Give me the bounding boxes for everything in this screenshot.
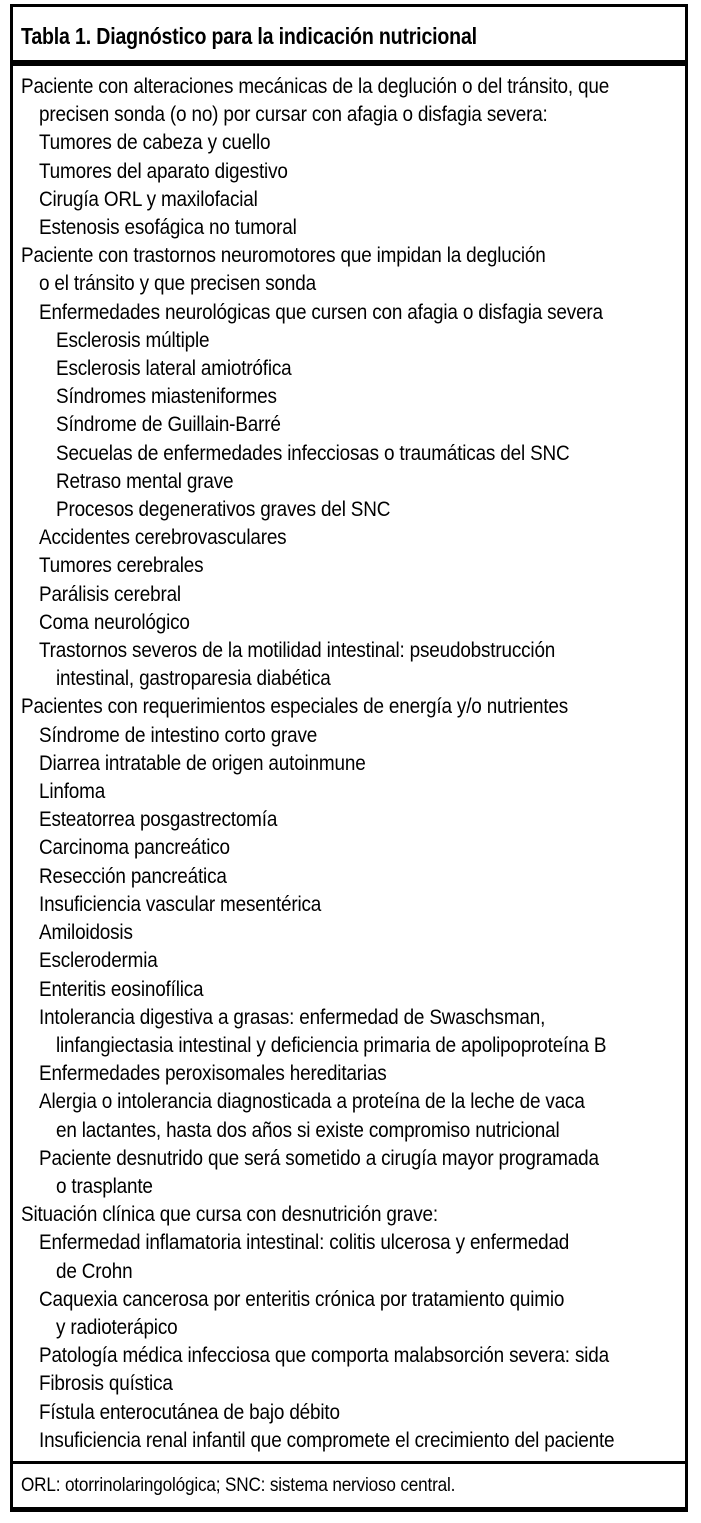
table-row: [21, 1398, 677, 1426]
table-row-text: Carcinoma pancreático: [39, 835, 230, 860]
table-row-text: Fístula enterocutánea de bajo débito: [39, 1399, 340, 1424]
table-row-text: Retraso mental grave: [56, 468, 234, 493]
table-row-text: de Crohn: [56, 1258, 133, 1283]
table-row: [21, 1116, 677, 1144]
table-row-text: Diarrea intratable de origen autoinmune: [39, 750, 366, 775]
table-row-text: Coma neurológico: [39, 609, 190, 634]
table-row: [21, 1003, 677, 1031]
table-body: [13, 66, 685, 1461]
table-row-text: en lactantes, hasta dos años si existe compromiso nutricional: [56, 1117, 560, 1142]
table-row: [21, 551, 677, 579]
table-row-text: o trasplante: [56, 1173, 153, 1198]
table-row-text: Insuficiencia renal infantil que compromete el crecimiento del paciente: [39, 1427, 615, 1452]
table-row: [21, 523, 677, 551]
table-row-text: Tumores de cabeza y cuello: [39, 130, 271, 155]
table-row: [21, 128, 677, 156]
table-row: [21, 100, 677, 128]
table-row-text: Procesos degenerativos graves del SNC: [56, 497, 391, 522]
table-row: [21, 777, 677, 805]
table-row-text: Esclerosis múltiple: [56, 327, 210, 352]
table-title-row: [13, 7, 685, 60]
table-row-text: Paciente con alteraciones mecánicas de la deglución o del tránsito, que: [21, 74, 610, 98]
table-footnote-row: [13, 1464, 685, 1507]
table-row-text: Parálisis cerebral: [39, 581, 181, 606]
table-row-text: Esclerodermia: [39, 948, 158, 973]
table-row-text: Situación clínica que cursa con desnutrición grave:: [21, 1202, 438, 1227]
table-row: [21, 692, 677, 720]
table-row-text: Fibrosis quística: [39, 1371, 173, 1396]
table-row-text: Enfermedad inflamatoria intestinal: colitis ulcerosa y enfermedad: [39, 1230, 570, 1255]
table-row: [21, 1341, 677, 1369]
table-row-text: Estenosis esofágica no tumoral: [39, 215, 297, 240]
table-row: [21, 833, 677, 861]
table-row: [21, 1087, 677, 1115]
table-row: [21, 1426, 677, 1454]
table-row-text: Alergia o intolerancia diagnosticada a proteína de la leche de vaca: [39, 1089, 585, 1114]
table-row: [21, 1031, 677, 1059]
table-row-text: Enteritis eosinofílica: [39, 976, 204, 1001]
table-row: [21, 1172, 677, 1200]
table-row: [21, 721, 677, 749]
table-row-text: Trastornos severos de la motilidad intestinal: pseudobstrucción: [39, 638, 556, 663]
table-row: [21, 918, 677, 946]
table-row-text: Tumores del aparato digestivo: [39, 158, 288, 183]
table-row-text: Tumores cerebrales: [39, 553, 204, 578]
table-footnote: ORL: otorrinolaringológica; SNC: sistema nervioso central.: [21, 1474, 456, 1496]
table-row: [21, 1257, 677, 1285]
table-row-text: Amiloidosis: [39, 920, 133, 945]
table-row: [21, 890, 677, 918]
table-row: [21, 157, 677, 185]
table-row: [21, 241, 677, 269]
table-row: [21, 439, 677, 467]
table-row: [21, 1285, 677, 1313]
table-row-text: Pacientes con requerimientos especiales de energía y/o nutrientes: [21, 694, 569, 719]
table-row: [21, 72, 677, 100]
table-row-text: Enfermedades peroxisomales hereditarias: [39, 1061, 387, 1086]
table-row-text: y radioterápico: [56, 1314, 178, 1339]
table-row: [21, 298, 677, 326]
table-row: [21, 213, 677, 241]
table-row: [21, 326, 677, 354]
table-row: [21, 1313, 677, 1341]
table-row-text: o el tránsito y que precisen sonda: [39, 271, 316, 296]
table-card: [10, 4, 688, 1512]
table-row-text: Enfermedades neurológicas que cursen con afagia o disfagia severa: [39, 299, 603, 324]
table-row-text: Paciente con trastornos neuromotores que impidan la deglución: [21, 243, 546, 268]
table-row-text: Síndrome de intestino corto grave: [39, 722, 318, 747]
table-row-text: intestinal, gastroparesia diabética: [56, 666, 331, 691]
table-row: [21, 354, 677, 382]
table-row: [21, 185, 677, 213]
table-row-text: Síndrome de Guillain-Barré: [56, 412, 281, 437]
table-row-text: Insuficiencia vascular mesentérica: [39, 891, 322, 916]
table-row-text: Cirugía ORL y maxilofacial: [39, 186, 258, 211]
table-row-text: Caquexia cancerosa por enteritis crónica por tratamiento quimio: [39, 1286, 565, 1311]
table-row: [21, 410, 677, 438]
table-title: Tabla 1. Diagnóstico para la indicación nutricional: [21, 23, 477, 49]
table-row: [21, 1228, 677, 1256]
table-row: [21, 1369, 677, 1397]
table-row-text: Esteatorrea posgastrectomía: [39, 807, 278, 832]
table-row-text: Secuelas de enfermedades infecciosas o traumáticas del SNC: [56, 440, 570, 465]
table-row-text: Esclerosis lateral amiotrófica: [56, 356, 292, 381]
table-row-text: Paciente desnutrido que será sometido a cirugía mayor programada: [39, 1145, 599, 1170]
table-row: [21, 749, 677, 777]
table-row: [21, 946, 677, 974]
table-row-text: Patología médica infecciosa que comporta malabsorción severa: sida: [39, 1343, 609, 1368]
table-row: [21, 975, 677, 1003]
table-row-text: Intolerancia digestiva a grasas: enfermedad de Swaschsman,: [39, 1004, 546, 1029]
table-row-text: Síndromes miasteniformes: [56, 384, 277, 409]
table-row: [21, 495, 677, 523]
table-row: [21, 580, 677, 608]
table-row: [21, 636, 677, 664]
table-row-text: linfangiectasia intestinal y deficiencia primaria de apolipoproteína B: [56, 1032, 607, 1057]
table-row: [21, 269, 677, 297]
table-row: [21, 382, 677, 410]
table-row: [21, 1200, 677, 1228]
table-row-text: Resección pancreática: [39, 863, 227, 888]
table-row-text: precisen sonda (o no) por cursar con afagia o disfagia severa:: [39, 102, 548, 127]
table-row-text: Accidentes cerebrovasculares: [39, 525, 287, 550]
table-row: [21, 805, 677, 833]
table-row: [21, 862, 677, 890]
table-row-text: Linfoma: [39, 779, 106, 804]
table-row: [21, 664, 677, 692]
table-row: [21, 1144, 677, 1172]
table-row: [21, 467, 677, 495]
table-row: [21, 1059, 677, 1087]
table-row: [21, 608, 677, 636]
